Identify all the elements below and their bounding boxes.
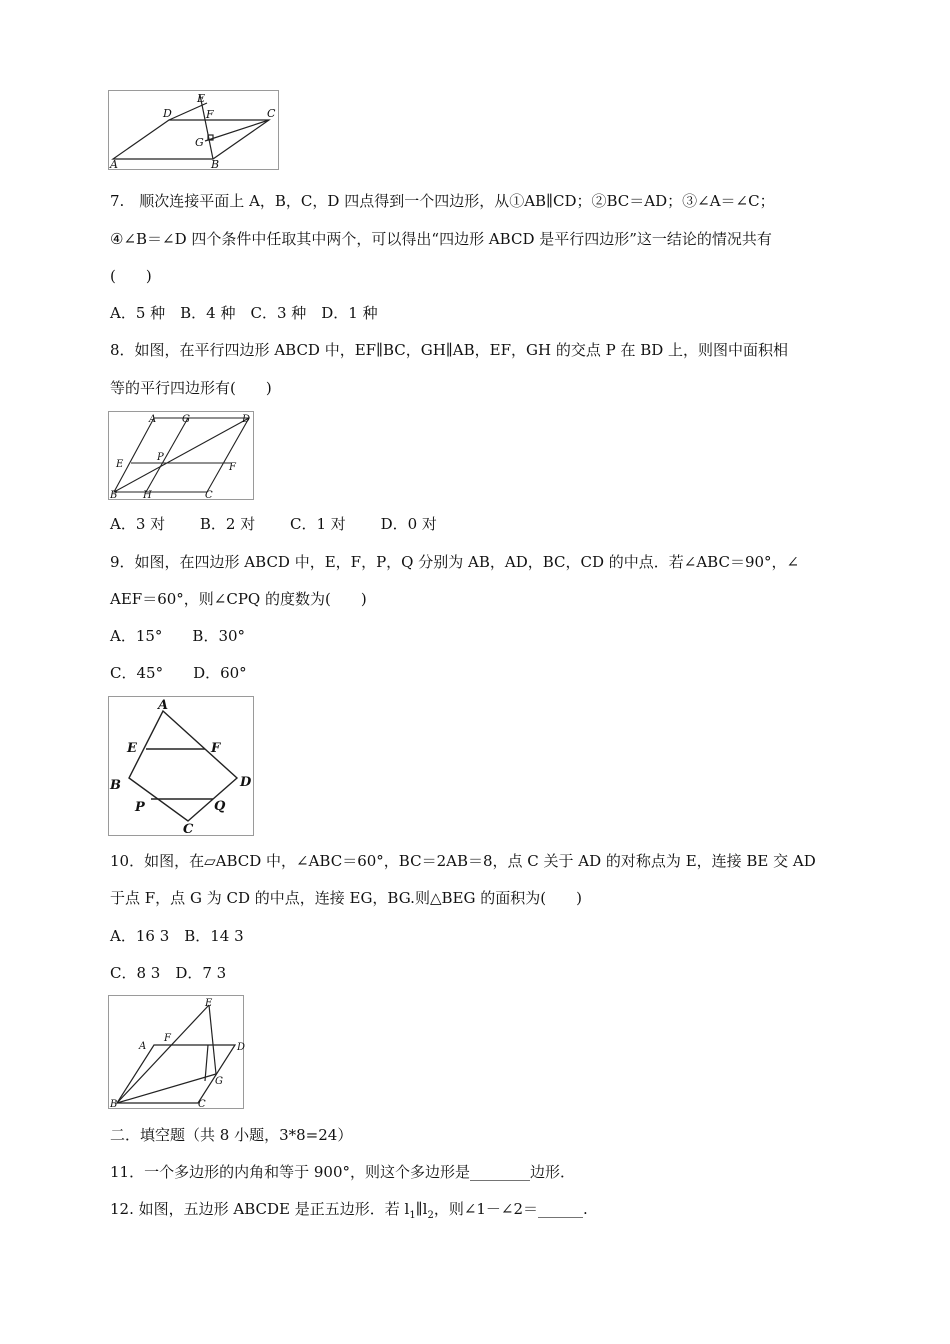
q10-options-row2: C．8 3 D．7 3 [110, 964, 227, 982]
q7-options: A．5 种 B．4 种 C．3 种 D．1 种 [110, 304, 378, 322]
label-B: B [211, 158, 220, 171]
q9-line2: AEF＝60°，则∠CPQ 的度数为( ) [110, 590, 367, 608]
label-P: P [135, 800, 145, 815]
label-B: B [110, 490, 118, 501]
section-title: 二．填空题（共 8 小题，3*8=24） [110, 1126, 353, 1144]
q12 [110, 1199, 588, 1226]
q12-suffix: ，则∠1－∠2＝______. [433, 1200, 588, 1218]
label-Q: Q [214, 799, 226, 814]
figure-q10 [108, 995, 244, 1109]
label-E: E [197, 92, 206, 105]
figure-q8-svg [109, 412, 253, 499]
figure-q6-svg [109, 91, 278, 169]
label-E: E [127, 741, 137, 756]
label-F: F [229, 462, 236, 473]
q12-sub1: 1 [409, 1210, 416, 1221]
label-D: D [237, 1042, 246, 1053]
q10-options-row1: A．16 3 B．14 3 [110, 927, 244, 945]
label-C: C [267, 107, 276, 120]
label-D: D [242, 414, 251, 425]
q8-line2: 等的平行四边形有( ) [110, 379, 272, 397]
q8-line1: 8．如图，在平行四边形 ABCD 中，EF∥BC，GH∥AB，EF，GH 的交点 P 在 BD 上，则图中面积相 [110, 341, 789, 359]
label-E: E [205, 998, 213, 1009]
figure-q10-svg [109, 996, 246, 1110]
figure-q9-svg [109, 697, 253, 835]
q7-line3: ( ) [110, 267, 152, 285]
q7-line1: 7. 顺次连接平面上 A，B，C，D 四点得到一个四边形，从①AB∥CD；②BC＝AD；③∠A＝∠C； [110, 192, 775, 210]
label-B: B [110, 1099, 118, 1110]
q7-line2: ④∠B＝∠D 四个条件中任取其中两个，可以得出“四边形 ABCD 是平行四边形”这一结论的情况共有 [110, 230, 772, 248]
q10-line2: 于点 F，点 G 为 CD 的中点，连接 EG，BG.则△BEG 的面积为( ) [110, 889, 582, 907]
figure-q6 [108, 90, 279, 170]
label-A: A [139, 1041, 147, 1052]
label-H: H [143, 490, 152, 501]
label-G: G [215, 1076, 223, 1087]
label-B: B [110, 778, 121, 793]
label-A: A [110, 158, 118, 171]
label-D: D [240, 775, 252, 790]
q12-sub2: 2 [427, 1210, 434, 1221]
q9-options-row1: A．15° B．30° [110, 627, 246, 645]
label-F: F [164, 1033, 171, 1044]
label-C: C [205, 490, 213, 501]
label-E: E [116, 459, 124, 470]
label-F: F [211, 741, 221, 756]
q8-options: A．3 对 B．2 对 C．1 对 D．0 对 [110, 515, 437, 533]
figure-q8 [108, 411, 254, 500]
label-F: F [206, 108, 214, 121]
label-P: P [157, 452, 164, 463]
q10-line1: 10．如图，在▱ABCD 中，∠ABC＝60°，BC＝2AB＝8，点 C 关于 AD 的对称点为 E，连接 BE 交 AD [110, 852, 816, 870]
label-C: C [198, 1099, 206, 1110]
q9-line1: 9．如图，在四边形 ABCD 中，E，F，P，Q 分别为 AB，AD，BC，CD 的中点．若∠ABC＝90°，∠ [110, 553, 800, 571]
label-D: D [163, 107, 172, 120]
label-G: G [182, 414, 190, 425]
label-A: A [158, 698, 169, 713]
q12-prefix: 12. 如图，五边形 ABCDE 是正五边形．若 l [110, 1200, 410, 1218]
label-G: G [195, 136, 204, 149]
label-A: A [149, 414, 157, 425]
q9-options-row2: C．45° D．60° [110, 664, 247, 682]
q12-mid: ∥l [415, 1200, 428, 1218]
label-C: C [183, 822, 194, 837]
q11: 11．一个多边形的内角和等于 900°，则这个多边形是________边形． [110, 1163, 575, 1181]
figure-q9 [108, 696, 254, 836]
